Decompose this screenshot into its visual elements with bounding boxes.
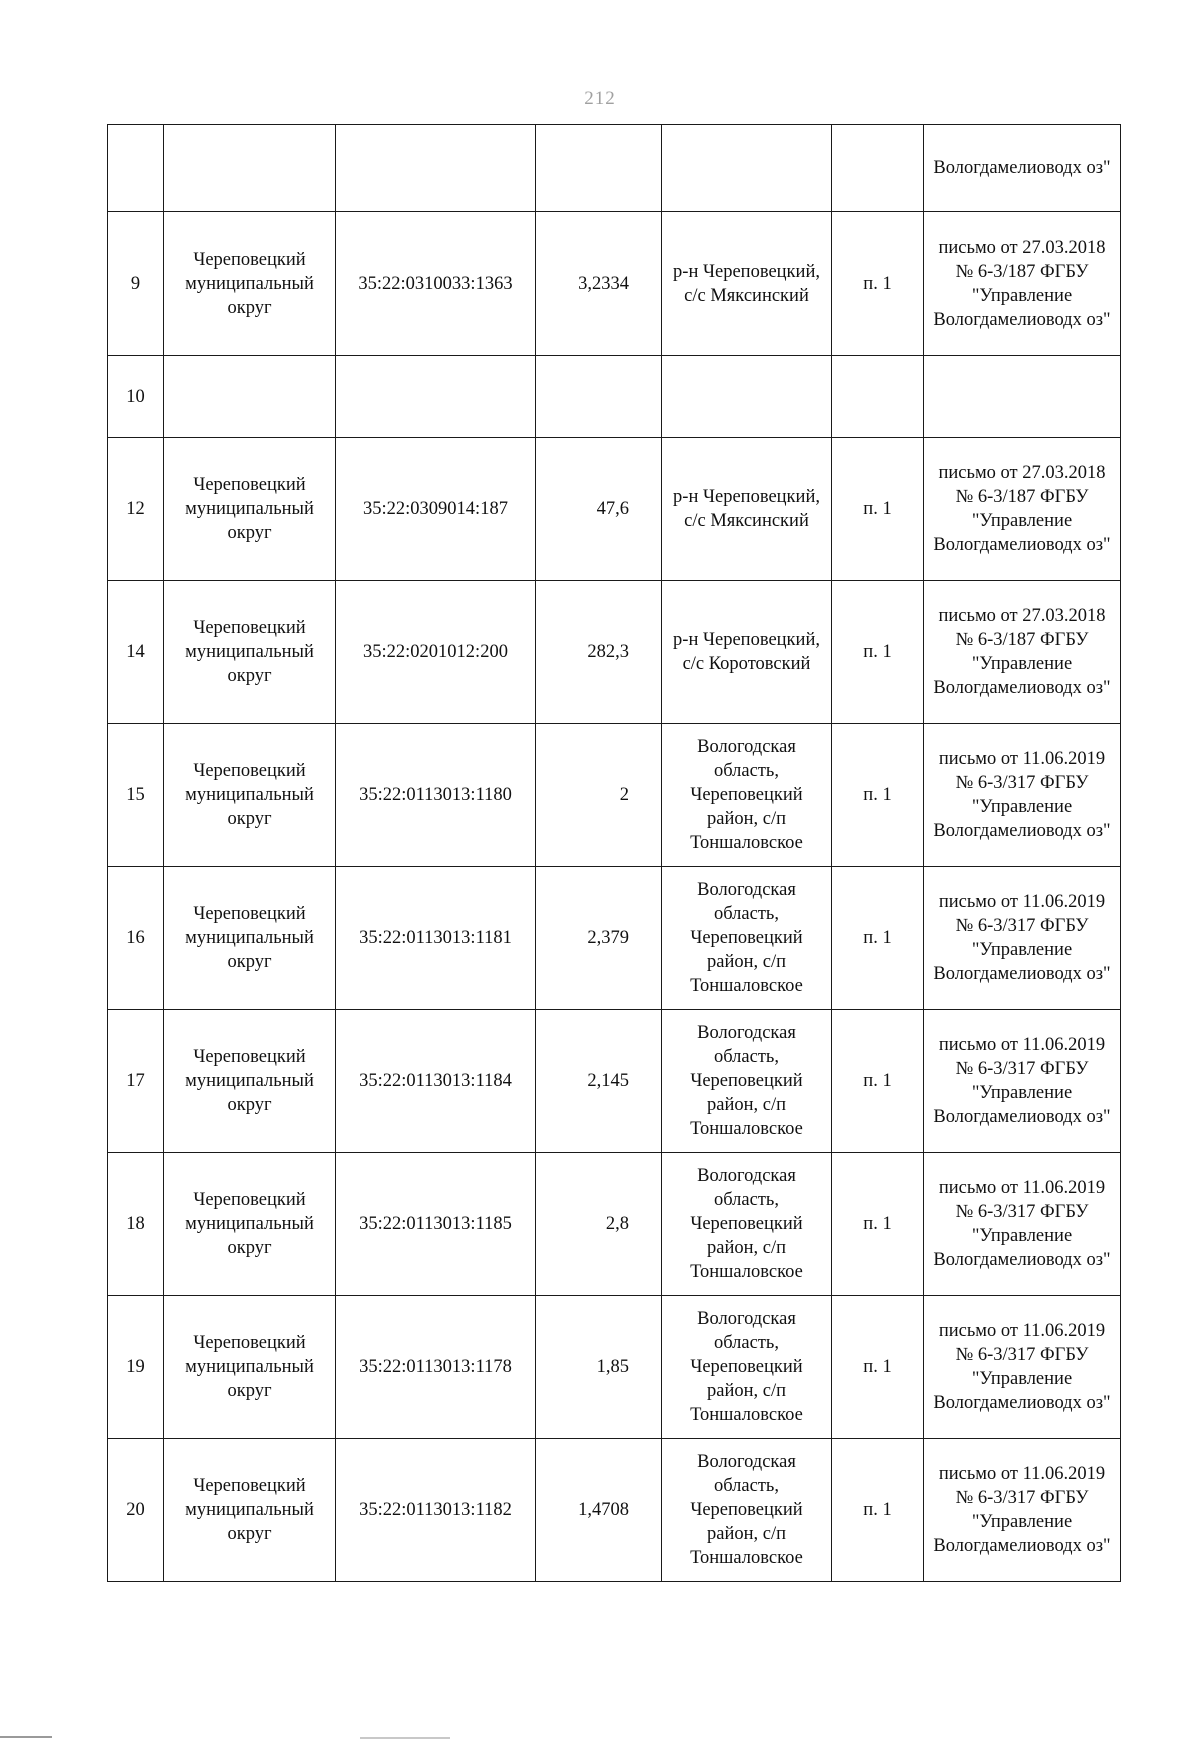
table-row: [108, 581, 1121, 724]
document-cell: письмо от 27.03.2018 № 6-3/187 ФГБУ "Управление Вологдамелиоводх оз": [924, 438, 1121, 581]
location-cell: Вологодская область, Череповецкий район, с/п Тоншаловское: [662, 1296, 832, 1439]
cadastral-number-cell: 35:22:0113013:1178: [336, 1296, 536, 1439]
district-cell: Череповецкий муниципальный округ: [164, 212, 336, 356]
document-cell: письмо от 27.03.2018 № 6-3/187 ФГБУ "Управление Вологдамелиоводх оз": [924, 581, 1121, 724]
cadastral-number-cell: [336, 356, 536, 438]
row-number: 9: [108, 212, 164, 356]
location-cell: [662, 125, 832, 212]
row-number: 16: [108, 867, 164, 1010]
area-cell: 2,379: [536, 867, 662, 1010]
document-cell: письмо от 11.06.2019 № 6-3/317 ФГБУ "Управление Вологдамелиоводх оз": [924, 1296, 1121, 1439]
clause-cell: п. 1: [832, 724, 924, 867]
row-number: [108, 125, 164, 212]
district-cell: [164, 356, 336, 438]
district-cell: Череповецкий муниципальный округ: [164, 724, 336, 867]
area-cell: 2: [536, 724, 662, 867]
location-cell: Вологодская область, Череповецкий район, с/п Тоншаловское: [662, 867, 832, 1010]
clause-cell: п. 1: [832, 438, 924, 581]
row-number: 15: [108, 724, 164, 867]
document-cell: письмо от 11.06.2019 № 6-3/317 ФГБУ "Управление Вологдамелиоводх оз": [924, 724, 1121, 867]
area-cell: 1,4708: [536, 1439, 662, 1582]
table-row: [108, 1153, 1121, 1296]
document-cell: письмо от 27.03.2018 № 6-3/187 ФГБУ "Управление Вологдамелиоводх оз": [924, 212, 1121, 356]
clause-cell: п. 1: [832, 581, 924, 724]
district-cell: Череповецкий муниципальный округ: [164, 867, 336, 1010]
table-row: [108, 1439, 1121, 1582]
district-cell: Череповецкий муниципальный округ: [164, 1296, 336, 1439]
document-cell: Вологдамелиоводх оз": [924, 125, 1121, 212]
document-cell: письмо от 11.06.2019 № 6-3/317 ФГБУ "Управление Вологдамелиоводх оз": [924, 1439, 1121, 1582]
location-cell: Вологодская область, Череповецкий район, с/п Тоншаловское: [662, 724, 832, 867]
location-cell: р-н Череповецкий, с/с Мяксинский: [662, 438, 832, 581]
table-row: [108, 724, 1121, 867]
district-cell: Череповецкий муниципальный округ: [164, 1153, 336, 1296]
clause-cell: [832, 125, 924, 212]
cadastral-number-cell: 35:22:0113013:1185: [336, 1153, 536, 1296]
location-cell: р-н Череповецкий, с/с Мяксинский: [662, 212, 832, 356]
cadastral-number-cell: [336, 125, 536, 212]
table-row: [108, 438, 1121, 581]
district-cell: Череповецкий муниципальный округ: [164, 1439, 336, 1582]
table-row: [108, 1010, 1121, 1153]
location-cell: Вологодская область, Череповецкий район, с/п Тоншаловское: [662, 1010, 832, 1153]
area-cell: 282,3: [536, 581, 662, 724]
row-number: 17: [108, 1010, 164, 1153]
area-cell: 47,6: [536, 438, 662, 581]
clause-cell: п. 1: [832, 1439, 924, 1582]
area-cell: 1,85: [536, 1296, 662, 1439]
row-number: 18: [108, 1153, 164, 1296]
cadastral-number-cell: 35:22:0201012:200: [336, 581, 536, 724]
row-number: 19: [108, 1296, 164, 1439]
area-cell: 3,2334: [536, 212, 662, 356]
district-cell: [164, 125, 336, 212]
page-number: 212: [584, 88, 616, 109]
clause-cell: п. 1: [832, 1153, 924, 1296]
cadastral-number-cell: 35:22:0113013:1180: [336, 724, 536, 867]
cadastral-number-cell: 35:22:0113013:1184: [336, 1010, 536, 1153]
location-cell: [662, 356, 832, 438]
cadastral-number-cell: 35:22:0309014:187: [336, 438, 536, 581]
document-cell: [924, 356, 1121, 438]
scan-artifact: [360, 1737, 450, 1739]
district-cell: Череповецкий муниципальный округ: [164, 581, 336, 724]
row-number: 12: [108, 438, 164, 581]
district-cell: Череповецкий муниципальный округ: [164, 438, 336, 581]
location-cell: р-н Череповецкий, с/с Коротовский: [662, 581, 832, 724]
area-cell: 2,8: [536, 1153, 662, 1296]
land-plot-table: [107, 124, 1121, 1582]
cadastral-number-cell: 35:22:0113013:1181: [336, 867, 536, 1010]
document-cell: письмо от 11.06.2019 № 6-3/317 ФГБУ "Управление Вологдамелиоводх оз": [924, 867, 1121, 1010]
row-number: 20: [108, 1439, 164, 1582]
row-number: 14: [108, 581, 164, 724]
location-cell: Вологодская область, Череповецкий район, с/п Тоншаловское: [662, 1439, 832, 1582]
table-row: [108, 125, 1121, 212]
location-cell: Вологодская область, Череповецкий район, с/п Тоншаловское: [662, 1153, 832, 1296]
row-number: 10: [108, 356, 164, 438]
document-cell: письмо от 11.06.2019 № 6-3/317 ФГБУ "Управление Вологдамелиоводх оз": [924, 1153, 1121, 1296]
district-cell: Череповецкий муниципальный округ: [164, 1010, 336, 1153]
area-cell: [536, 356, 662, 438]
clause-cell: [832, 356, 924, 438]
cadastral-number-cell: 35:22:0310033:1363: [336, 212, 536, 356]
clause-cell: п. 1: [832, 867, 924, 1010]
area-cell: 2,145: [536, 1010, 662, 1153]
table-row: [108, 356, 1121, 438]
clause-cell: п. 1: [832, 1010, 924, 1153]
area-cell: [536, 125, 662, 212]
table-row: [108, 867, 1121, 1010]
document-cell: письмо от 11.06.2019 № 6-3/317 ФГБУ "Управление Вологдамелиоводх оз": [924, 1010, 1121, 1153]
clause-cell: п. 1: [832, 212, 924, 356]
scan-artifact: [0, 1736, 52, 1738]
table-row: [108, 1296, 1121, 1439]
cadastral-number-cell: 35:22:0113013:1182: [336, 1439, 536, 1582]
clause-cell: п. 1: [832, 1296, 924, 1439]
table-row: [108, 212, 1121, 356]
